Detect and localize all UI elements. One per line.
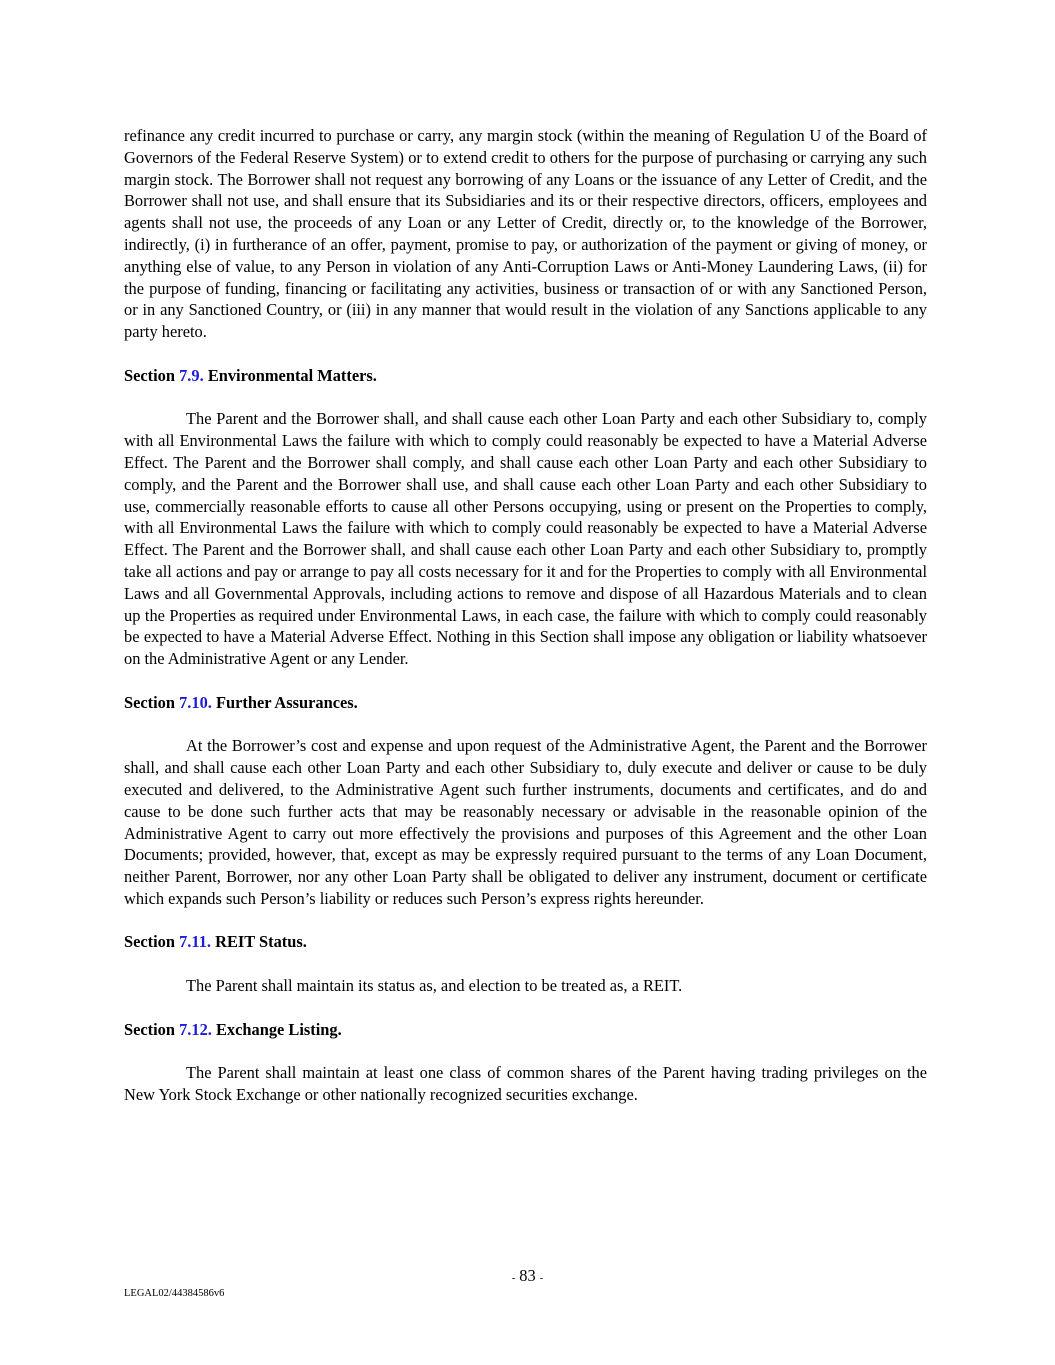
page-number-dash: - xyxy=(539,1273,544,1284)
section-heading xyxy=(124,1019,927,1041)
document-page xyxy=(124,125,927,1106)
section-title: Exchange Listing. xyxy=(216,1019,342,1039)
section-body: The Parent shall maintain its status as, and election to be treated as, a REIT. xyxy=(186,976,683,996)
section-heading xyxy=(124,692,927,714)
section-number-link[interactable]: 7.9. xyxy=(179,365,204,385)
section-prefix: Section xyxy=(124,692,175,712)
section-prefix: Section xyxy=(124,365,175,385)
section-7-11 xyxy=(124,931,927,996)
section-body: The Parent and the Borrower shall, and shall cause each other Loan Party and each other Subsidiary to, comply with all Environmental Laws the failure with which to comply could reasonably be expected to have a Material Adverse Effect. The Parent and the Borrower shall comply, and shall cause each other Loan Party and each other Subsidiary to comply, and the Parent and the Borrower shall use, and shall cause each other Loan Party and each other Subsidiary to use, commercially reasonable efforts to cause all other Persons occupying, using or present on the Properties to comply, with all Environmental Laws the failure with which to comply could reasonably be expected to have a Material Adverse Effect. The Parent and the Borrower shall, and shall cause each other Loan Party and each other Subsidiary to, promptly take all actions and pay or arrange to pay all costs necessary for it and for the Properties to comply with all Environmental Laws and all Governmental Approvals, including actions to remove and dispose of all Hazardous Materials and to clean up the Properties as required under Environmental Laws, in each case, the failure with which to comply could reasonably be expected to have a Material Adverse Effect. Nothing in this Section shall impose any obligation or liability whatsoever on the Administrative Agent or any Lender. xyxy=(124,409,927,669)
section-body: The Parent shall maintain at least one class of common shares of the Parent having trading privileges on the New York Stock Exchange or other nationally recognized securities exchange. xyxy=(124,1063,927,1105)
section-7-9 xyxy=(124,365,927,670)
section-body: At the Borrower’s cost and expense and upon request of the Administrative Agent, the Parent and the Borrower shall, and shall cause each other Loan Party and each other Subsidiary to, duly execute and deliver or cause to be duly executed and delivered, to the Administrative Agent such further instruments, documents and certificates, and do and cause to be done such further acts that may be reasonably necessary or advisable in the reasonable opinion of the Administrative Agent to carry out more effectively the provisions and purposes of this Agreement and the other Loan Documents; provided, however, that, except as may be expressly required pursuant to the terms of any Loan Document, neither Parent, Borrower, nor any other Loan Party shall be obligated to deliver any instrument, document or certificate which expands such Person’s liability or reduces such Person’s express rights hereunder. xyxy=(124,736,927,908)
section-heading xyxy=(124,931,927,953)
page-number-value: 83 xyxy=(519,1266,536,1285)
page-number-dash: - xyxy=(511,1273,516,1284)
document-id: LEGAL02/44384586v6 xyxy=(124,1288,225,1299)
page-number xyxy=(0,1266,1055,1286)
section-title: Further Assurances. xyxy=(216,692,358,712)
section-title: Environmental Matters. xyxy=(207,365,377,385)
section-heading xyxy=(124,365,927,387)
continuation-paragraph: refinance any credit incurred to purchase or carry, any margin stock (within the meaning of Regulation U of the Board of Governors of the Federal Reserve System) or to extend credit to others for the purpose of purchasing or carrying any such margin stock. The Borrower shall not request any borrowing of any Loans or the issuance of any Letter of Credit, and the Borrower shall not use, and shall ensure that its Subsidiaries and its or their respective directors, officers, employees and agents shall not use, the proceeds of any Loan or any Letter of Credit, directly or, to the knowledge of the Borrower, indirectly, (i) in furtherance of an offer, payment, promise to pay, or authorization of the payment or giving of money, or anything else of value, to any Person in violation of any Anti-Corruption Laws or Anti-Money Laundering Laws, (ii) for the purpose of funding, financing or facilitating any activities, business or transaction of or with any Sanctioned Person, or in any Sanctioned Country, or (iii) in any manner that would result in the violation of any Sanctions applicable to any party hereto. xyxy=(124,126,927,342)
section-7-10 xyxy=(124,692,927,910)
section-number-link[interactable]: 7.12. xyxy=(179,1019,212,1039)
section-7-12 xyxy=(124,1019,927,1106)
section-prefix: Section xyxy=(124,932,175,952)
section-number-link[interactable]: 7.10. xyxy=(179,692,212,712)
section-prefix: Section xyxy=(124,1019,175,1039)
section-number-link[interactable]: 7.11. xyxy=(179,932,211,952)
section-title: REIT Status. xyxy=(215,932,307,952)
